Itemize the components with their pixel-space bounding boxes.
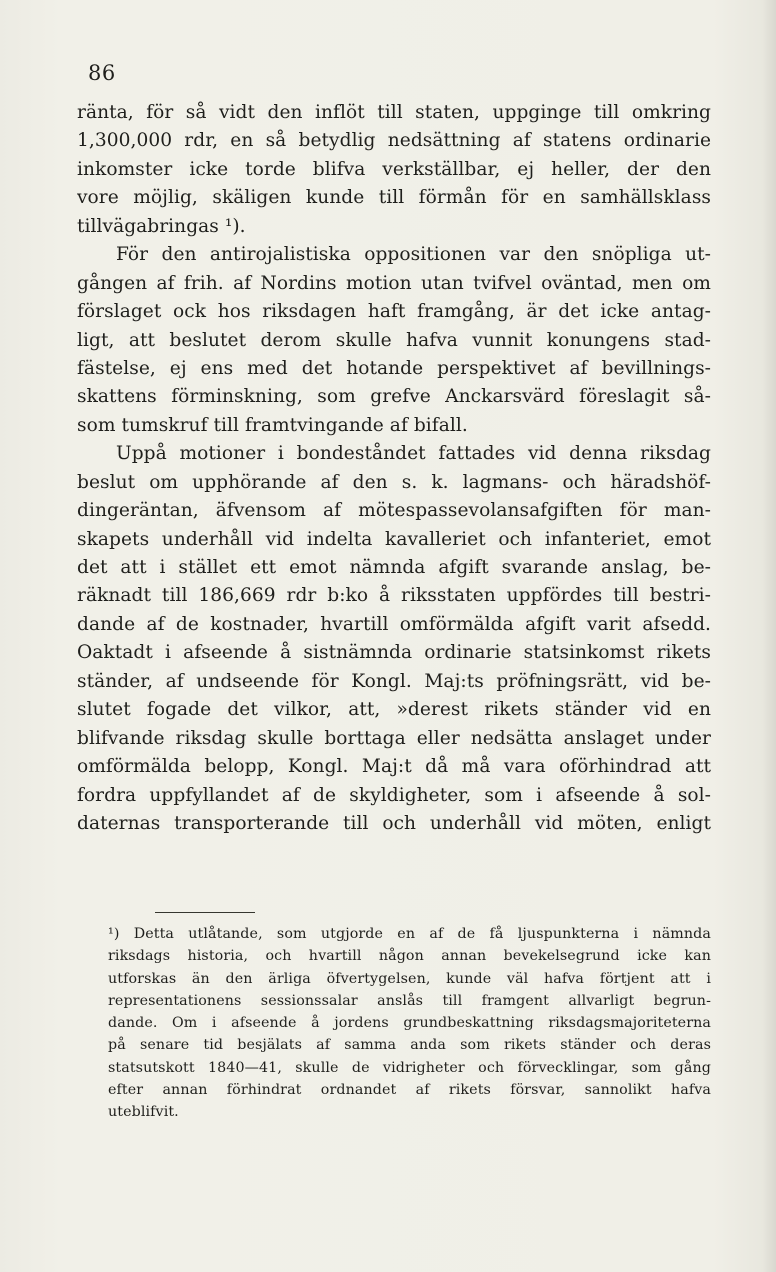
- footnote-line: representationens sessionssalar anslås till framgent allvarligt begrun-: [108, 992, 711, 1009]
- body-line: blifvande riksdag skulle borttaga eller nedsätta anslaget under: [77, 727, 711, 749]
- body-line: inkomster icke torde blifva verkställbar, ej heller, der den: [77, 158, 711, 180]
- body-line: 1,300,000 rdr, en så betydlig nedsättning af statens ordinarie: [77, 130, 711, 152]
- body-line: ständer, af undseende för Kongl. Maj:ts pröfningsrätt, vid be-: [77, 670, 711, 692]
- body-line: slutet fogade det vilkor, att, »derest rikets ständer vid en: [77, 699, 711, 721]
- body-line: gången af frih. af Nordins motion utan tvifvel oväntad, men om: [77, 272, 711, 294]
- body-line: daternas transporterande till och underhåll vid möten, enligt: [77, 812, 711, 834]
- body-line: vore möjlig, skäligen kunde till förmån för en samhällsklass: [77, 187, 711, 209]
- footnote-line: ¹) Detta utlåtande, som utgjorde en af de få ljuspunkterna i nämnda: [108, 926, 711, 942]
- body-line: förslaget ock hos riksdagen haft framgång, är det icke antag-: [77, 301, 711, 323]
- body-line: fordra uppfyllandet af de skyldigheter, som i afseende å sol-: [77, 784, 711, 806]
- body-line: Oaktadt i afseende å sistnämnda ordinarie statsinkomst rikets: [77, 642, 711, 664]
- body-line: För den antirojalistiska oppositionen var den snöpliga ut-: [116, 244, 711, 266]
- footnote-rule: [155, 912, 255, 913]
- footnote-line: riksdags historia, och hvartill någon annan bevekelsegrund icke kan: [108, 948, 711, 965]
- page-number: 86: [88, 61, 116, 85]
- footnote-line: på senare tid besjälats af samma anda som rikets ständer och deras: [108, 1037, 711, 1054]
- page-edge-shadow: [762, 0, 776, 1272]
- body-line: det att i stället ett emot nämnda afgift svarande anslag, be-: [77, 557, 711, 578]
- body-line: ränta, för så vidt den inflöt till staten, uppginge till omkring: [77, 102, 711, 123]
- body-line: omförmälda belopp, Kongl. Maj:t då må vara oförhindrad att: [77, 756, 711, 778]
- footnote-line: efter annan förhindrat ordnandet af rikets försvar, sannolikt hafva: [108, 1081, 711, 1098]
- body-line: skapets underhåll vid indelta kavalleriet och infanteriet, emot: [77, 528, 711, 550]
- footnote-line: statsutskott 1840—41, skulle de vidrigheter och förvecklingar, som gång: [108, 1059, 711, 1076]
- footnote: [108, 923, 711, 1123]
- footnote-line: uteblifvit.: [108, 1104, 179, 1120]
- footnote-line: utforskas än den ärliga öfvertygelsen, kunde väl hafva förtjent att i: [108, 970, 711, 987]
- body-line: beslut om upphörande af den s. k. lagmans- och häradshöf-: [77, 471, 711, 493]
- body-line: Uppå motioner i bondeståndet fattades vid denna riksdag: [116, 443, 711, 465]
- body-line: fästelse, ej ens med det hotande perspektivet af bevillnings-: [77, 357, 711, 379]
- body-line: skattens förminskning, som grefve Anckarsvärd föreslagit så-: [77, 386, 711, 408]
- footnote-line: dande. Om i afseende å jordens grundbeskattning riksdagsmajoriteterna: [108, 1015, 711, 1031]
- body-line: dande af de kostnader, hvartill omförmälda afgift varit afsedd.: [77, 613, 711, 635]
- body-line: som tumskruf till framtvingande af bifall.: [77, 414, 468, 436]
- body-line: ligt, att beslutet derom skulle hafva vunnit konungens stad-: [77, 329, 711, 351]
- body-line: tillvägabringas ¹).: [77, 215, 246, 237]
- body-line: räknadt till 186,669 rdr b:ko å riksstaten uppfördes till bestri-: [77, 585, 711, 607]
- main-text: [77, 99, 711, 838]
- body-line: dingeräntan, äfvensom af mötespassevolansafgiften för man-: [77, 500, 711, 522]
